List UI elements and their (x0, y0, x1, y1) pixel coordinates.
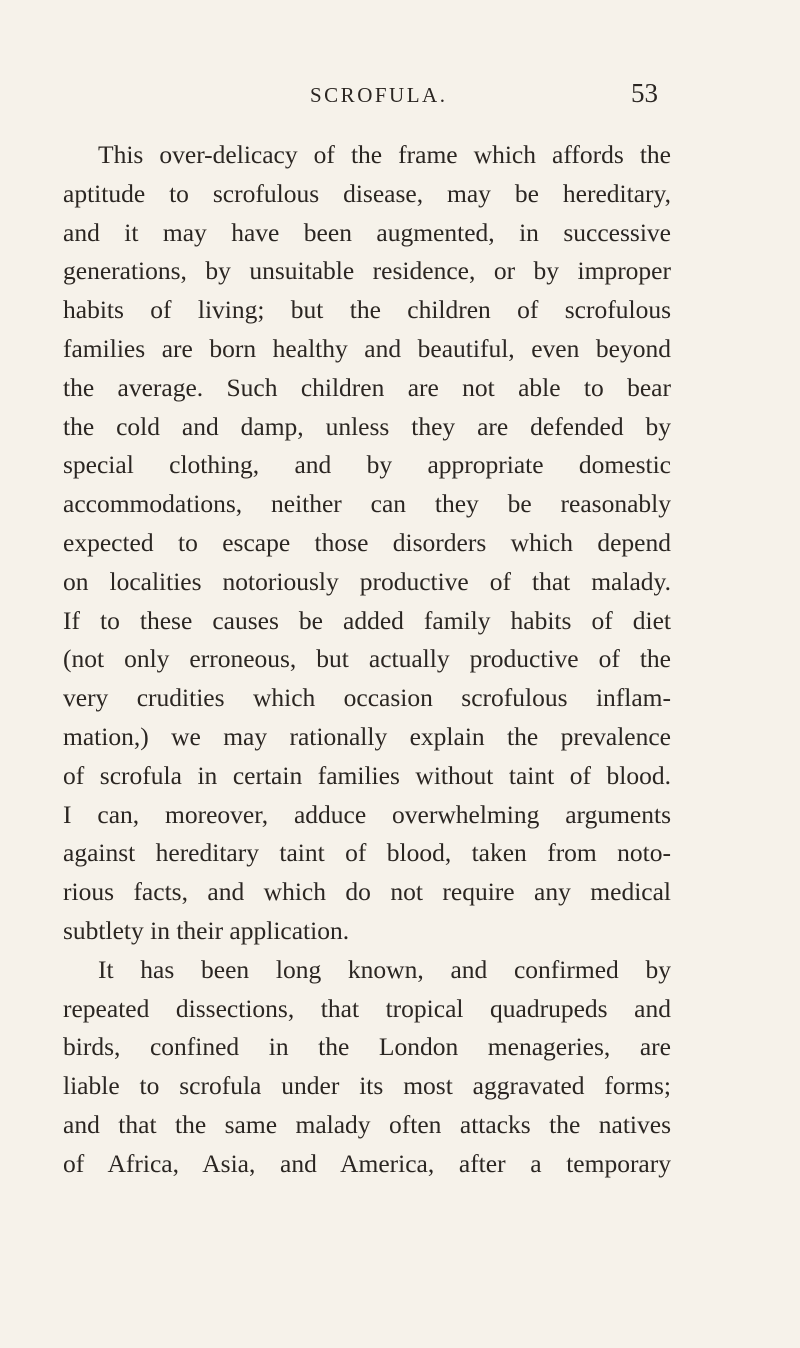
text-line: against hereditary taint of blood, taken from noto- (63, 838, 671, 868)
text-line: liable to scrofula under its most aggravated forms; (63, 1071, 671, 1101)
body-text (63, 136, 671, 1184)
text-line: the average. Such children are not able to bear (63, 372, 671, 402)
text-line: habits of living; but the children of scrofulous (63, 295, 671, 325)
text-line: accommodations, neither can they be reasonably (63, 489, 671, 519)
text-line: repeated dissections, that tropical quadrupeds and (63, 993, 671, 1023)
text-line: very crudities which occasion scrofulous inflam- (63, 683, 671, 713)
text-line: and that the same malady often attacks the natives (63, 1109, 671, 1139)
text-line: It has been long known, and confirmed by (98, 954, 671, 984)
running-head-title: SCROFULA. (310, 83, 448, 107)
text-line: rious facts, and which do not require any medical (63, 877, 671, 907)
text-line: aptitude to scrofulous disease, may be hereditary, (63, 178, 671, 208)
text-line: I can, moreover, adduce overwhelming arguments (63, 799, 671, 829)
text-line: on localities notoriously productive of that malady. (63, 566, 671, 596)
text-line: (not only erroneous, but actually productive of the (63, 644, 671, 674)
text-line: If to these causes be added family habits of diet (63, 605, 671, 635)
text-line: mation,) we may rationally explain the prevalence (63, 721, 671, 751)
text-line: This over-delicacy of the frame which affords the (98, 140, 671, 169)
text-line: generations, by unsuitable residence, or by improper (63, 256, 671, 286)
page-number: 53 (631, 78, 658, 108)
text-line: the cold and damp, unless they are defended by (63, 411, 671, 441)
text-line: of scrofula in certain families without taint of blood. (63, 760, 671, 790)
text-line: birds, confined in the London menageries, are (63, 1032, 671, 1062)
text-line: subtlety in their application. (63, 915, 350, 945)
text-line: and it may have been augmented, in successive (63, 217, 671, 247)
text-line: of Africa, Asia, and America, after a temporary (63, 1148, 671, 1178)
text-line: families are born healthy and beautiful, even beyond (63, 333, 671, 363)
text-line: special clothing, and by appropriate domestic (63, 450, 671, 480)
text-line: expected to escape those disorders which depend (63, 527, 671, 557)
